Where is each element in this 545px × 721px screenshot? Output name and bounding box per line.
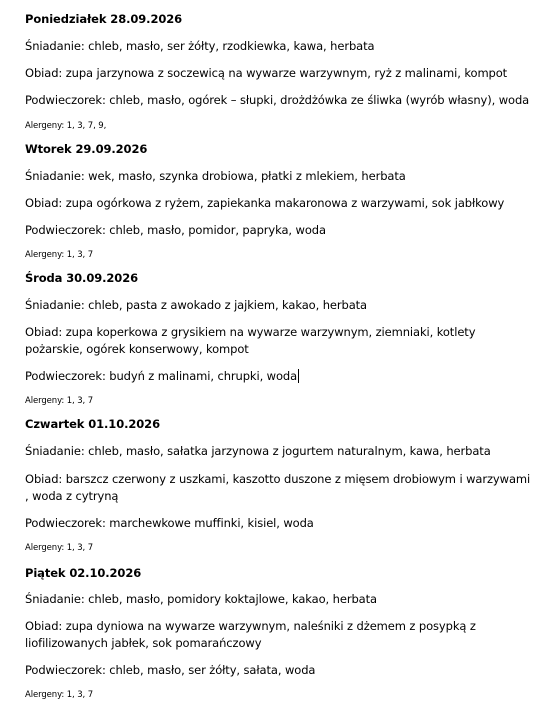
snack-line: Podwieczorek: chleb, masło, ogórek – słupki, drożdżówka ze śliwka (wyrób własny), woda <box>25 93 530 107</box>
text-cursor <box>298 369 299 383</box>
snack-line: Podwieczorek: chleb, masło, pomidor, papryka, woda <box>25 223 326 237</box>
snack-line <box>25 368 539 385</box>
breakfast-line: Śniadanie: chleb, masło, sałatka jarzynowa z jogurtem naturalnym, kawa, herbata <box>25 444 491 458</box>
day-heading: Czwartek 01.10.2026 <box>25 417 160 431</box>
day-heading: Środa 30.09.2026 <box>25 271 139 285</box>
allergens-note: Alergeny: 1, 3, 7 <box>25 396 94 406</box>
breakfast-line: Śniadanie: wek, masło, szynka drobiowa, płatki z mlekiem, herbata <box>25 169 406 183</box>
lunch-line: Obiad: zupa dyniowa na wywarze warzywnym, naleśniki z dżemem z posypką z liofilizowanych jabłek, sok pomarańczowy <box>25 619 476 650</box>
allergens-note: Alergeny: 1, 3, 7, 9, <box>25 121 107 131</box>
breakfast-line: Śniadanie: chleb, masło, ser żółty, rzodkiewka, kawa, herbata <box>25 39 375 53</box>
allergens-note: Alergeny: 1, 3, 7 <box>25 690 94 700</box>
day-heading: Poniedziałek 28.09.2026 <box>25 12 183 26</box>
lunch-line: Obiad: zupa ogórkowa z ryżem, zapiekanka makaronowa z warzywami, sok jabłkowy <box>25 196 505 210</box>
snack-line: Podwieczorek: marchewkowe muffinki, kisiel, woda <box>25 516 314 530</box>
breakfast-line: Śniadanie: chleb, masło, pomidory koktajlowe, kakao, herbata <box>25 592 377 606</box>
allergens-note: Alergeny: 1, 3, 7 <box>25 543 94 553</box>
lunch-line: Obiad: zupa jarzynowa z soczewicą na wywarze warzywnym, ryż z malinami, kompot <box>25 66 508 80</box>
breakfast-line: Śniadanie: chleb, pasta z awokado z jajkiem, kakao, herbata <box>25 298 368 312</box>
lunch-line: Obiad: barszcz czerwony z uszkami, kaszotto duszone z mięsem drobiowym i warzywami , woda z cytryną <box>25 472 531 503</box>
snack-line: Podwieczorek: chleb, masło, ser żółty, sałata, woda <box>25 663 316 677</box>
snack-text: Podwieczorek: budyń z malinami, chrupki, woda <box>25 369 298 383</box>
day-heading: Piątek 02.10.2026 <box>25 566 142 580</box>
allergens-note: Alergeny: 1, 3, 7 <box>25 250 94 260</box>
day-heading: Wtorek 29.09.2026 <box>25 142 148 156</box>
lunch-line: Obiad: zupa koperkowa z grysikiem na wywarze warzywnym, ziemniaki, kotlety pożarskie, ogórek konserwowy, kompot <box>25 325 476 356</box>
